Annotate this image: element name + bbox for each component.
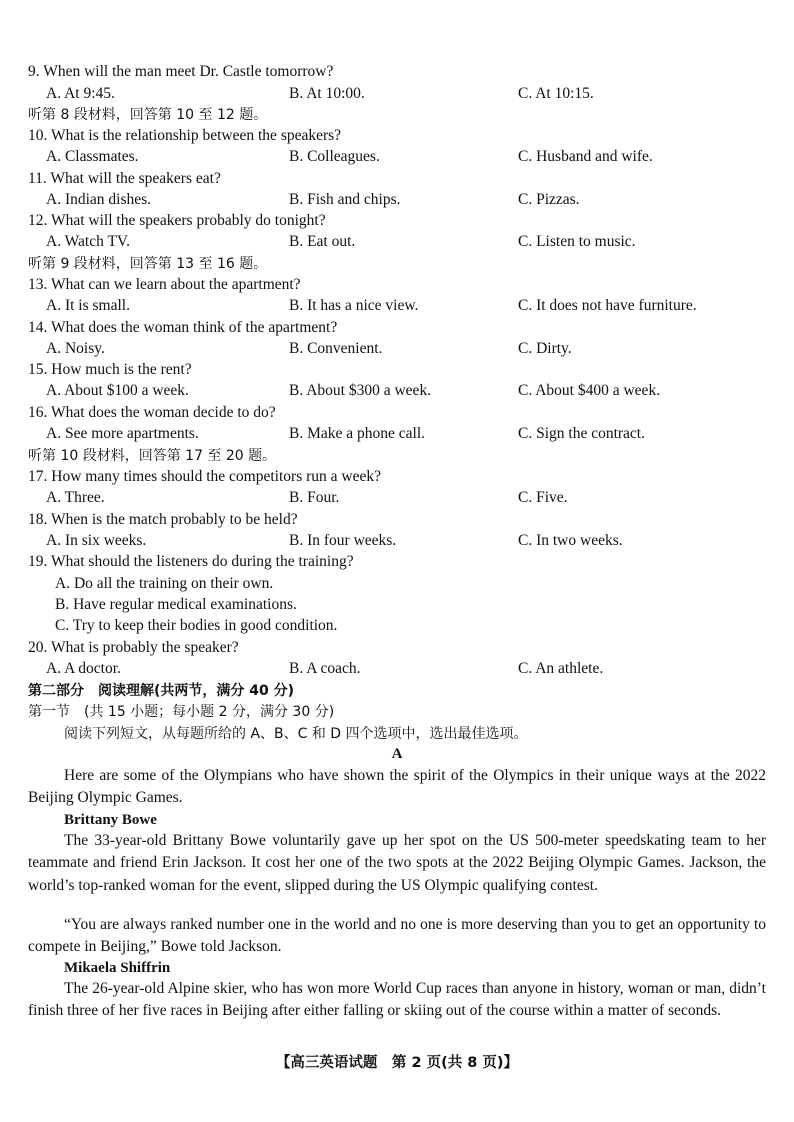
q12-option-a: A. Watch TV. (46, 233, 131, 250)
athlete-name-bowe: Brittany Bowe (64, 812, 157, 828)
q14-option-b: B. Convenient. (289, 340, 383, 357)
q13-option-c: C. It does not have furniture. (518, 297, 697, 314)
question-17-stem: 17. How many times should the competitors run a week? (28, 468, 381, 485)
passage-label: A (391, 746, 403, 762)
q18-option-a: A. In six weeks. (46, 532, 147, 549)
question-19-stem: 19. What should the listeners do during the training? (28, 553, 354, 570)
q9-option-b: B. At 10:00. (289, 85, 365, 102)
q11-option-a: A. Indian dishes. (46, 191, 152, 208)
q20-option-a: A. A doctor. (46, 660, 121, 677)
q15-option-a: A. About $100 a week. (46, 382, 189, 399)
q17-option-b: B. Four. (289, 489, 340, 506)
question-18-stem: 18. When is the match probably to be held? (28, 511, 298, 528)
question-14-stem: 14. What does the woman think of the apartment? (28, 319, 338, 336)
question-13-stem: 13. What can we learn about the apartment? (28, 276, 301, 293)
page-footer: 【高三英语试题 第 2 页(共 8 页)】 (275, 1055, 519, 1071)
section-10-heading: 听第 10 段材料，回答第 17 至 20 题。 (28, 448, 277, 464)
q11-option-c: C. Pizzas. (518, 191, 580, 208)
q18-option-c: C. In two weeks. (518, 532, 623, 549)
question-12-stem: 12. What will the speakers probably do tonight? (28, 212, 326, 229)
q16-option-b: B. Make a phone call. (289, 425, 426, 442)
section-8-heading: 听第 8 段材料，回答第 10 至 12 题。 (28, 107, 268, 123)
q14-option-a: A. Noisy. (46, 340, 105, 357)
q10-option-b: B. Colleagues. (289, 148, 380, 165)
q20-option-c: C. An athlete. (518, 660, 604, 677)
q16-option-a: A. See more apartments. (46, 425, 199, 442)
q10-option-a: A. Classmates. (46, 148, 139, 165)
question-10-stem: 10. What is the relationship between the speakers? (28, 127, 342, 144)
q12-option-c: C. Listen to music. (518, 233, 636, 250)
question-11-stem: 11. What will the speakers eat? (28, 170, 221, 187)
q17-option-a: A. Three. (46, 489, 105, 506)
reading-instruction: 阅读下列短文，从每题所给的 A、B、C 和 D 四个选项中，选出最佳选项。 (64, 726, 528, 742)
q15-option-c: C. About $400 a week. (518, 382, 661, 399)
bowe-paragraph-2: “You are always ranked number one in the world and no one is more deserving than you to get an opportunity to compete in Beijing,” Bowe told Jackson. (28, 916, 766, 956)
part-2-title: 第二部分 阅读理解(共两节，满分 40 分) (28, 683, 295, 699)
question-16-stem: 16. What does the woman decide to do? (28, 404, 276, 421)
section-1-title: 第一节 (共 15 小题；每小题 2 分，满分 30 分) (28, 704, 335, 720)
q16-option-c: C. Sign the contract. (518, 425, 645, 442)
q13-option-a: A. It is small. (46, 297, 130, 314)
passage-intro: Here are some of the Olympians who have shown the spirit of the Olympics in their unique ways at the 2022 Beijing Olympic Games. (28, 767, 766, 807)
q11-option-b: B. Fish and chips. (289, 191, 401, 208)
athlete-name-shiffrin: Mikaela Shiffrin (64, 960, 171, 976)
q19-option-a: A. Do all the training on their own. (55, 575, 274, 592)
q18-option-b: B. In four weeks. (289, 532, 397, 549)
q9-option-c: C. At 10:15. (518, 85, 594, 102)
question-15-stem: 15. How much is the rent? (28, 361, 192, 378)
shiffrin-paragraph: The 26-year-old Alpine skier, who has won more World Cup races than anyone in history, woman or man, didn’t finish three of her five races in Beijing after either falling or skiing out of the course within a matter of seconds. (28, 980, 766, 1020)
q19-option-c: C. Try to keep their bodies in good condition. (55, 617, 338, 634)
question-20-stem: 20. What is probably the speaker? (28, 639, 239, 656)
q10-option-c: C. Husband and wife. (518, 148, 653, 165)
section-9-heading: 听第 9 段材料，回答第 13 至 16 题。 (28, 256, 268, 272)
q15-option-b: B. About $300 a week. (289, 382, 432, 399)
q9-option-a: A. At 9:45. (46, 85, 115, 102)
q19-option-b: B. Have regular medical examinations. (55, 596, 297, 613)
q20-option-b: B. A coach. (289, 660, 361, 677)
bowe-paragraph-1: The 33-year-old Brittany Bowe voluntarily gave up her spot on the US 500-meter speedskating team to her teammate and friend Erin Jackson. It cost her one of the two spots at the 2022 Beijing Olympic Games. Jackson, the world’s top-ranked woman for the event, slipped during the US Olympic qualifying contest. (28, 832, 766, 894)
q13-option-b: B. It has a nice view. (289, 297, 419, 314)
q14-option-c: C. Dirty. (518, 340, 572, 357)
q17-option-c: C. Five. (518, 489, 568, 506)
q12-option-b: B. Eat out. (289, 233, 356, 250)
question-9-stem: 9. When will the man meet Dr. Castle tomorrow? (28, 63, 334, 80)
